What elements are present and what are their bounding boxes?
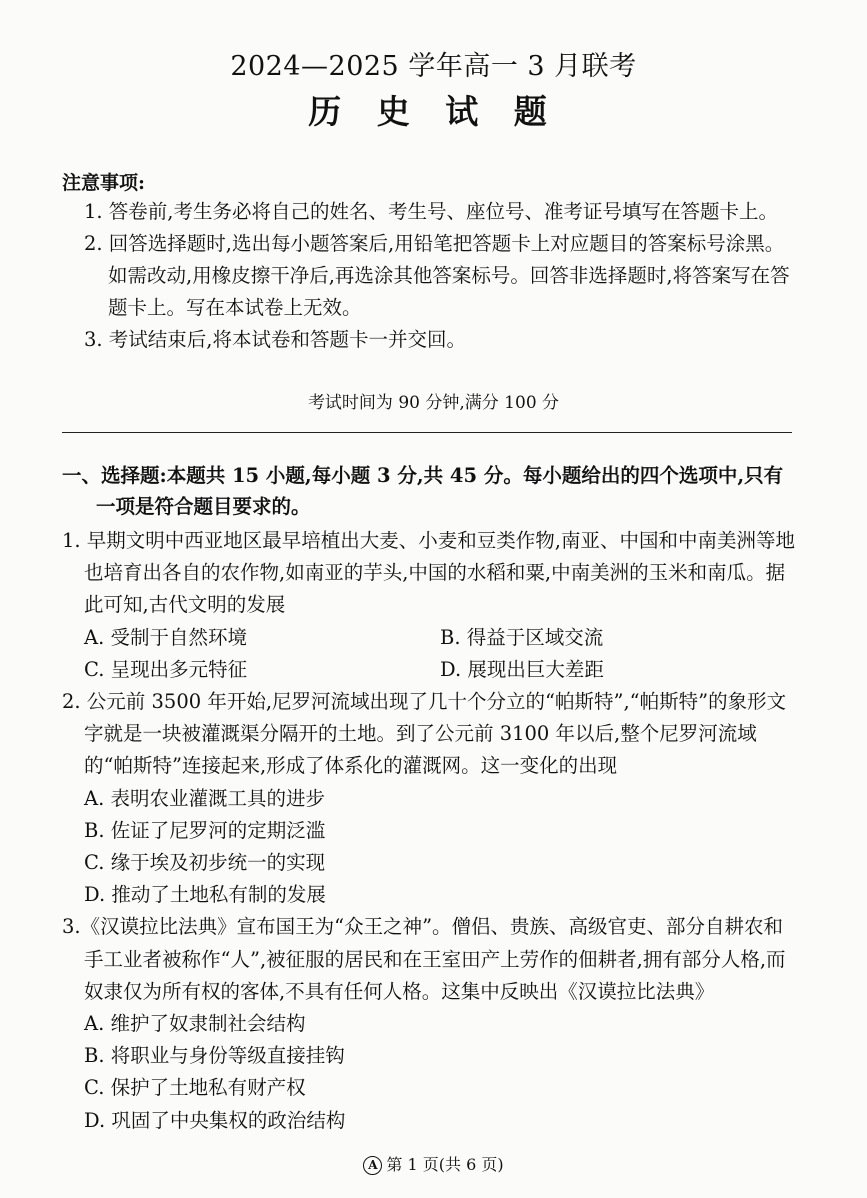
question-3: [62, 911, 802, 1136]
question-3-option-a: A. 维护了奴隶制社会结构: [84, 1012, 306, 1036]
subject-title: 历 史 试 题: [308, 92, 559, 131]
question-1-option-c: C. 呈现出多元特征: [84, 657, 248, 681]
question-1-options-row-1: [62, 622, 802, 654]
question-3-stem: 3.《汉谟拉比法典》宣布国王为“众王之神”。僧侣、贵族、高级官吏、部分自耕农和手工业者被称作“人”,被征服的居民和在王室田产上劳作的佃耕者,拥有部分人格,而奴隶仅为所有权的客体,不具有任何人格。这集中反映出《汉谟拉比法典》: [62, 915, 786, 1003]
question-3-option-c: C. 保护了土地私有财产权: [84, 1076, 306, 1100]
question-2-option-d: D. 推动了土地私有制的发展: [84, 883, 326, 907]
question-2-option-c: C. 缘于埃及初步统一的实现: [84, 851, 326, 875]
question-3-option-b: B. 将职业与身份等级直接挂钩: [84, 1044, 345, 1068]
exam-title: 2024—2025 学年高一 3 月联考: [230, 51, 637, 82]
notice-heading: 注意事项:: [62, 172, 146, 194]
exam-time-note: 考试时间为 90 分钟,满分 100 分: [307, 393, 560, 413]
question-1-option-d: D. 展现出巨大差距: [440, 657, 604, 681]
divider-rule: [62, 432, 792, 433]
question-2-option-b: B. 佐证了尼罗河的定期泛滥: [84, 818, 326, 842]
question-1-option-b: B. 得益于区域交流: [440, 625, 604, 649]
section-heading: [62, 460, 802, 522]
notice-item-2: 2. 回答选择题时,选出每小题答案后,用铅笔把答题卡上对应题目的答案标号涂黑。如需改动,用橡皮擦干净后,再选涂其他答案标号。回答非选择题时,将答案写在答题卡上。写在本试卷上无效。: [84, 232, 790, 319]
question-2-option-a: A. 表明农业灌溉工具的进步: [84, 786, 325, 810]
notice-list: [84, 196, 800, 356]
question-list: [62, 525, 802, 1137]
question-1-options-row-2: [62, 654, 802, 686]
paper-version-badge-icon: A: [363, 1156, 382, 1175]
page-footer: [0, 1152, 867, 1175]
question-1-option-a: A. 受制于自然环境: [84, 625, 247, 649]
question-2-stem: 2. 公元前 3500 年开始,尼罗河流域出现了几十个分立的“帕斯特”,“帕斯特”的象形文字就是一块被灌溉渠分隔开的土地。到了公元前 3100 年以后,整个尼罗河流域的“帕斯特”连接起来,形成了体系化的灌溉网。这一变化的出现: [62, 690, 787, 778]
page-number: 第 1 页(共 6 页): [386, 1155, 504, 1174]
question-3-option-d: D. 巩固了中央集权的政治结构: [84, 1108, 346, 1132]
notice-item-1: 1. 答卷前,考生务必将自己的姓名、考生号、座位号、准考证号填写在答题卡上。: [84, 200, 779, 223]
question-2: [62, 686, 802, 911]
notice-item-3: 3. 考试结束后,将本试卷和答题卡一并交回。: [84, 328, 467, 351]
question-1-stem: 1. 早期文明中西亚地区最早培植出大麦、小麦和豆类作物,南亚、中国和中南美洲等地也培育出各自的农作物,如南亚的芋头,中国的水稻和粟,中南美洲的玉米和南瓜。据此可知,古代文明的发展: [62, 529, 796, 617]
section-heading-line2: 一项是符合题目要求的。: [96, 495, 311, 518]
section-heading-line1: 一、选择题:本题共 15 小题,每小题 3 分,共 45 分。每小题给出的四个选项中,只有: [62, 464, 784, 487]
question-1: [62, 525, 802, 686]
